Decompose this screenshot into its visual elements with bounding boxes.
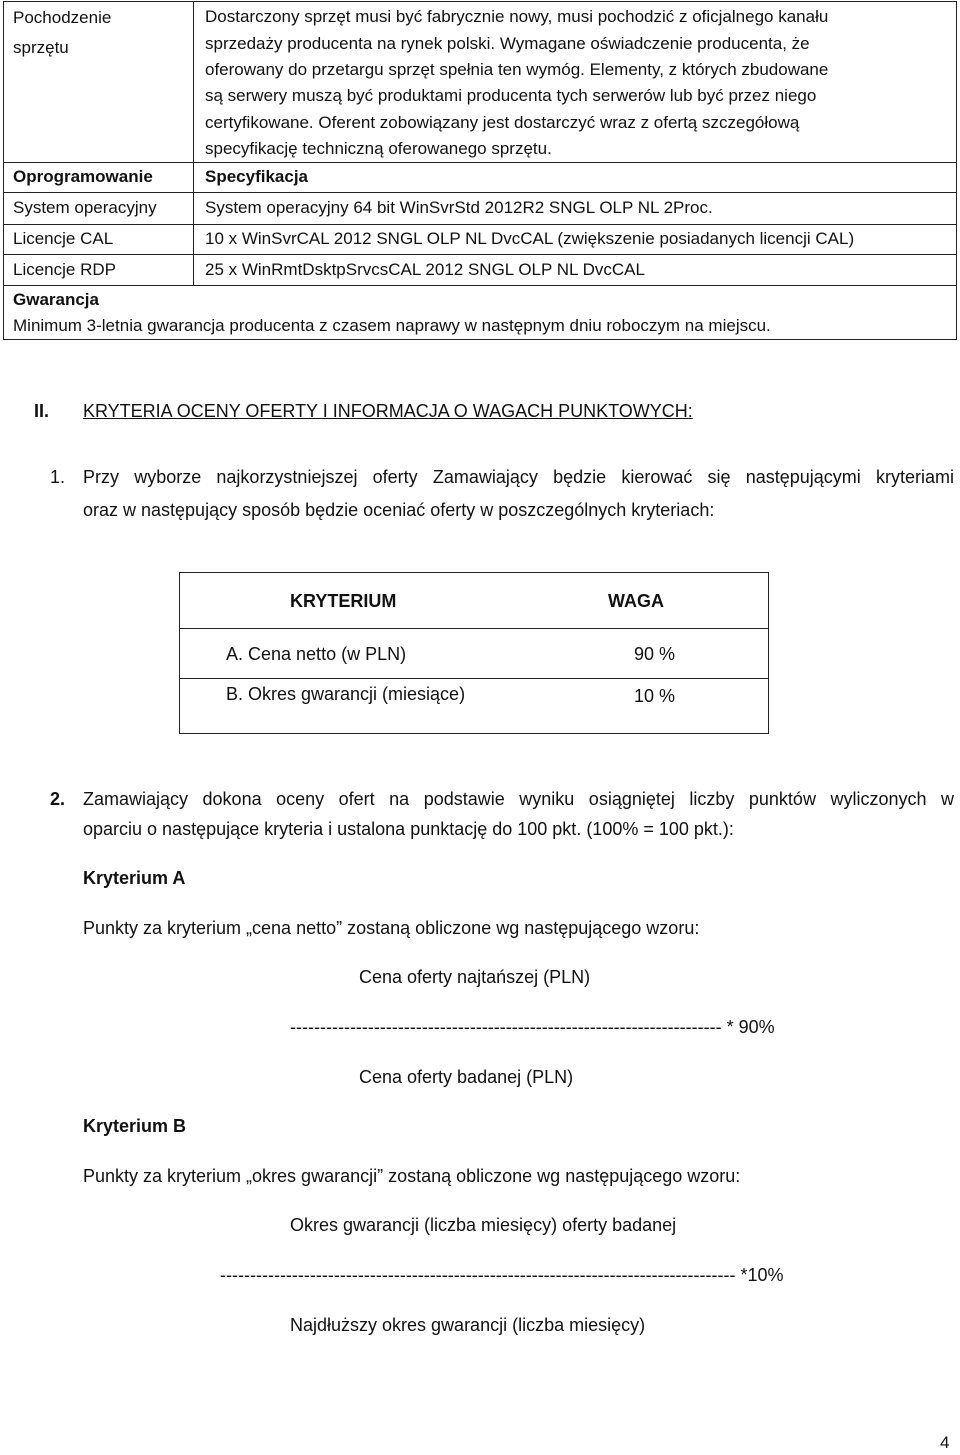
criteria-row-weight: 10 % xyxy=(634,686,676,706)
row-label-origin-2: sprzętu xyxy=(13,38,69,57)
section-number: II. xyxy=(34,401,50,421)
point-number: 1. xyxy=(50,467,66,487)
criterion-a-intro: Punkty za kryterium „cena netto” zostaną obliczone wg następującego wzoru: xyxy=(83,918,700,938)
row-label-rdp: Licencje RDP xyxy=(13,260,116,279)
origin-text-line: są serwery muszą być produktami producenta tych serwerów lub być przez niego xyxy=(205,86,817,105)
formula-a-denominator: Cena oferty badanej (PLN) xyxy=(359,1067,574,1087)
rdp-value: 25 x WinRmtDsktpSrvcsCAL 2012 SNGL OLP NL DvcCAL xyxy=(205,260,645,279)
column-divider xyxy=(193,2,194,285)
origin-text-line: sprzedaży producenta na rynek polski. Wymagane oświadczenie producenta, że xyxy=(205,34,810,53)
row-label-origin: Pochodzenie xyxy=(13,8,112,27)
specification-table xyxy=(3,1,957,340)
criteria-row-label: A. Cena netto (w PLN) xyxy=(226,644,407,664)
row-divider xyxy=(4,192,956,193)
point1-line: oraz w następujący sposób będzie oceniać oferty w poszczególnych kryteriach: xyxy=(83,500,715,520)
origin-text-line: specyfikację techniczną oferowanego sprzętu. xyxy=(205,139,552,158)
criteria-header-weight: WAGA xyxy=(608,591,664,611)
criterion-b-heading: Kryterium B xyxy=(83,1116,187,1136)
origin-text-line: certyfikowane. Oferent zobowiązany jest dostarczyć wraz z ofertą szczegółową xyxy=(205,113,800,132)
section-title: KRYTERIA OCENY OFERTY I INFORMACJA O WAGACH PUNKTOWYCH: xyxy=(83,401,693,421)
point-number: 2. xyxy=(50,789,66,809)
warranty-text: Minimum 3-letnia gwarancja producenta z czasem naprawy w następnym dniu roboczym na miejscu. xyxy=(13,316,771,335)
formula-b-numerator: Okres gwarancji (liczba miesięcy) oferty badanej xyxy=(290,1215,677,1235)
row-label-software: Oprogramowanie xyxy=(13,167,153,186)
point2-line: Zamawiający dokona oceny ofert na podstawie wyniku osiągniętej liczby punktów wyliczonych w xyxy=(83,789,954,809)
criterion-b-intro: Punkty za kryterium „okres gwarancji” zostaną obliczone wg następującego wzoru: xyxy=(83,1166,741,1186)
formula-a-fraction-line: ------------------------------------------------------------------------ * 90% xyxy=(290,1017,775,1037)
row-divider xyxy=(4,162,956,163)
row-divider xyxy=(4,285,956,286)
formula-b-denominator: Najdłuższy okres gwarancji (liczba miesięcy) xyxy=(290,1315,646,1335)
software-spec-heading: Specyfikacja xyxy=(205,167,309,186)
row-divider xyxy=(180,678,768,679)
formula-b-fraction-line: -------------------------------------------------------------------------------------- *10% xyxy=(220,1265,784,1285)
page-number: 4 xyxy=(940,1433,950,1452)
cal-value: 10 x WinSvrCAL 2012 SNGL OLP NL DvcCAL (zwiększenie posiadanych licencji CAL) xyxy=(205,229,855,248)
point1-line: Przy wyborze najkorzystniejszej oferty Zamawiający będzie kierować się następującymi kryteriami xyxy=(83,467,954,487)
warranty-heading: Gwarancja xyxy=(13,290,99,309)
origin-text-line: oferowany do przetargu sprzęt spełnia ten wymóg. Elementy, z których zbudowane xyxy=(205,60,829,79)
formula-a-numerator: Cena oferty najtańszej (PLN) xyxy=(359,967,591,987)
row-divider xyxy=(4,254,956,255)
row-label-os: System operacyjny xyxy=(13,198,157,217)
criteria-row-weight: 90 % xyxy=(634,644,676,664)
os-value: System operacyjny 64 bit WinSvrStd 2012R2 SNGL OLP NL 2Proc. xyxy=(205,198,713,217)
row-divider xyxy=(4,224,956,225)
row-divider xyxy=(180,628,768,629)
criteria-row-label: B. Okres gwarancji (miesiące) xyxy=(226,684,466,704)
criteria-table xyxy=(179,572,769,734)
criterion-a-heading: Kryterium A xyxy=(83,868,186,888)
point2-line: oparciu o następujące kryteria i ustalona punktację do 100 pkt. (100% = 100 pkt.): xyxy=(83,819,734,839)
row-label-cal: Licencje CAL xyxy=(13,229,114,248)
origin-text-line: Dostarczony sprzęt musi być fabrycznie nowy, musi pochodzić z oficjalnego kanału xyxy=(205,7,829,26)
criteria-header-criterion: KRYTERIUM xyxy=(290,591,397,611)
